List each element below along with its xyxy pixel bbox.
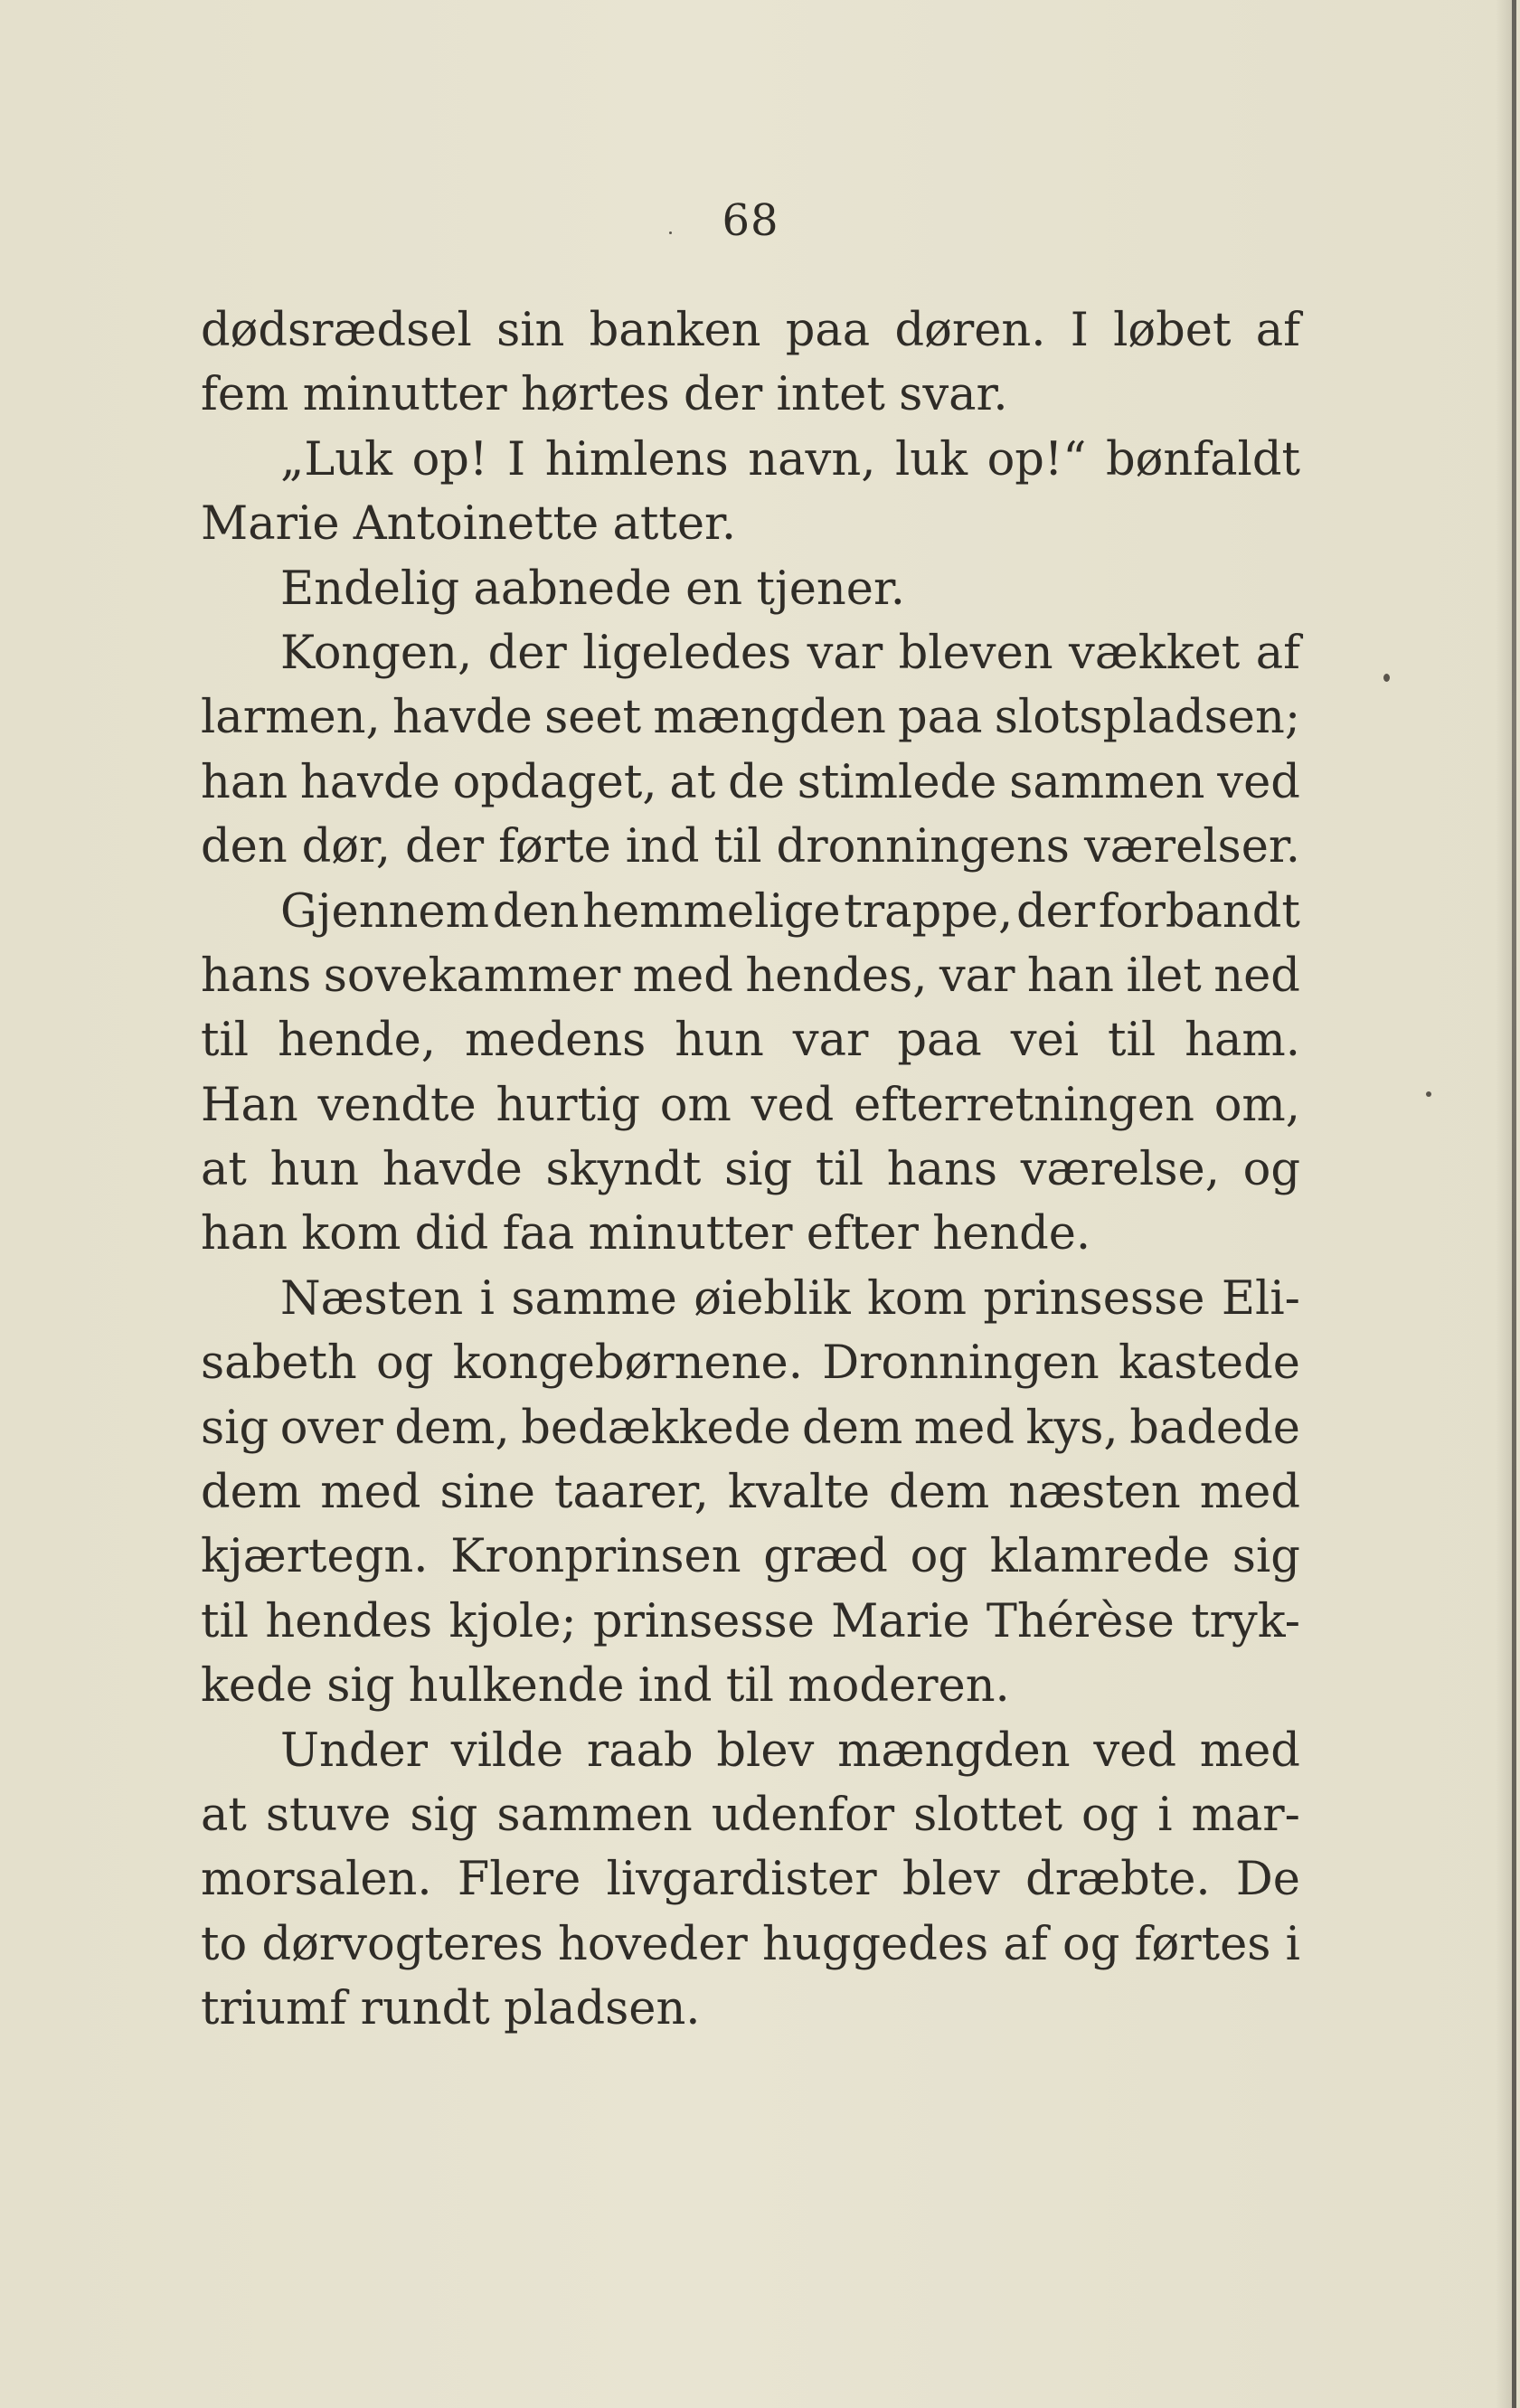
word: sabeth [201,1336,357,1391]
word: dræbte. [1025,1853,1211,1907]
word: ved [751,1078,835,1132]
word: bedækkede [521,1401,791,1455]
word: øieblik [694,1271,851,1326]
word: blev [716,1723,815,1778]
word: løbet [1113,304,1232,357]
word: hans [886,1143,998,1197]
word: var [807,626,883,680]
word: banken [589,304,761,357]
text-line [201,298,1300,363]
word: græd [763,1530,888,1584]
word: dronningens [776,820,1070,874]
word: svar. [899,368,1008,422]
text-line [201,621,1300,685]
word: Endelig [280,562,460,616]
body-text [201,298,1300,2042]
text-line [201,1267,1300,1331]
word: sammen [1009,755,1205,809]
page-number: 68 [722,195,779,246]
word: Antoinette [353,497,600,552]
word: dørvogteres [261,1917,543,1971]
word: badede [1129,1401,1300,1455]
word: der [1015,884,1096,939]
word: Kongen, [280,626,473,680]
word: pladsen. [504,1982,701,2036]
word: døren. [894,304,1046,357]
word: hende, [278,1014,436,1068]
word: med [1199,1723,1300,1778]
word: tryk- [1191,1594,1300,1648]
print-speck [1426,1091,1431,1097]
word: Gjennem [280,884,489,939]
word: slotspladsen; [994,691,1300,745]
word: var [792,1014,869,1068]
word: ham. [1185,1014,1300,1068]
word: sin [496,304,565,357]
word: og [1081,1788,1139,1842]
word: samme [511,1271,677,1326]
word: larmen, [201,691,381,745]
word: seet [544,691,642,745]
word: dør, [301,820,391,874]
word: vækket [1069,626,1241,680]
word: faa [502,1207,575,1261]
word: I [507,432,526,486]
word: paa [785,304,871,357]
word: der [404,820,485,874]
word: ved [1093,1723,1176,1778]
word: triumf [201,1982,347,2036]
text-line [201,815,1300,879]
word: hoveder [558,1917,748,1971]
word: kvalte [727,1466,871,1520]
word: efter [806,1207,919,1261]
word: prinsesse [592,1594,815,1648]
word: hendes, [745,949,928,1003]
word: ind [637,1659,713,1714]
word: kom [867,1271,967,1326]
word: Flere [457,1853,581,1907]
word: mængden [837,1723,1071,1778]
word: vei [1010,1014,1080,1068]
word: forbandt [1098,884,1300,939]
word: af [1255,304,1300,357]
word: førtes [1134,1917,1271,1971]
word: af [1255,626,1300,680]
word: ligeledes [582,626,792,680]
word: hun [269,1143,360,1197]
word: stimlede [797,755,997,809]
word: hendes [265,1594,433,1648]
word: ved [1217,755,1300,809]
word: minutter [588,1207,793,1261]
word: sig [326,1659,395,1714]
word: to [201,1917,248,1971]
word: did [414,1207,489,1261]
page-edge-line [1512,0,1516,2408]
word: han [201,755,288,809]
word: dem [201,1466,302,1520]
word: slottet [913,1788,1062,1842]
word: kede [201,1659,313,1714]
text-line [201,944,1300,1008]
word: Eli- [1221,1271,1300,1326]
text-line [201,1331,1300,1395]
word: skyndt [545,1143,702,1197]
text-line [201,1912,1300,1977]
word: mængden [653,691,886,745]
word: raab [586,1723,694,1778]
word: Han [201,1078,298,1132]
word: værelser. [1083,820,1300,874]
word: Kronprinsen [450,1530,741,1584]
word: han [1026,949,1115,1003]
text-line [201,1073,1300,1138]
word: Marie [831,1594,970,1648]
word: der [487,626,567,680]
word: paa [898,691,983,745]
word: at [201,1788,247,1842]
word: de [728,755,785,809]
word: Næsten [280,1271,464,1326]
word: mar- [1191,1788,1300,1842]
word: trappe, [844,884,1014,939]
word: hans [201,949,312,1003]
text-line [201,1460,1300,1525]
word: over [279,1401,383,1455]
word: De [1235,1853,1300,1907]
word: i [479,1271,495,1326]
print-speck [669,231,672,234]
word: ilet [1126,949,1202,1003]
word: atter. [612,497,737,552]
word: blev [902,1853,1000,1907]
word: kom [301,1207,401,1261]
text-line [201,1008,1300,1072]
word: en [685,562,743,616]
word: kjole; [448,1594,577,1648]
print-speck [1383,674,1390,682]
word: at [669,755,716,809]
word: huggedes [762,1917,989,1971]
word: kastede [1118,1336,1300,1391]
word: himlens [544,432,729,486]
word: han [201,1207,288,1261]
word: til [725,1659,774,1714]
word: livgardister [606,1853,877,1907]
word: ned [1213,949,1300,1003]
word: sig [724,1143,793,1197]
word: om [659,1078,732,1132]
word: hulkende [408,1659,625,1714]
word: af [1003,1917,1048,1971]
word: udenfor [711,1788,895,1842]
word: sig [201,1401,269,1455]
word: Thérèse [986,1594,1175,1648]
word: stuve [265,1788,392,1842]
word: bønfaldt [1106,432,1300,486]
word: Under [280,1723,429,1778]
word: hemmelige [582,884,841,939]
word: førte [498,820,611,874]
text-line [201,685,1300,750]
word: luk [894,432,968,486]
text-line [201,880,1300,944]
word: „Luk [280,432,393,486]
word: at [201,1143,247,1197]
text-line [201,751,1300,815]
word: rundt [360,1982,490,2036]
word: dødsrædsel [201,304,472,357]
word: med [632,949,733,1003]
text-line [201,1783,1300,1847]
word: med [1199,1466,1300,1520]
word: kjærtegn. [201,1530,429,1584]
word: kys, [1025,1401,1119,1455]
word: med [320,1466,421,1520]
word: til [815,1143,864,1197]
word: næsten [1008,1466,1181,1520]
text-line [201,557,1300,621]
text-line [201,428,1300,492]
page-edge-shadow [1496,0,1512,2408]
word: til [1108,1014,1157,1068]
word: op!“ [987,432,1087,486]
word: havde [392,691,533,745]
word: i [1285,1917,1300,1971]
word: dem, [394,1401,510,1455]
word: Dronningen [822,1336,1100,1391]
text-line [201,1525,1300,1589]
word: til [713,820,762,874]
text-line [201,1847,1300,1912]
word: dem [802,1401,903,1455]
word: om, [1213,1078,1300,1132]
word: intet [776,368,885,422]
word: morsalen. [201,1853,432,1907]
word: og [910,1530,968,1584]
word: hende. [932,1207,1091,1261]
word: sig [1232,1530,1300,1584]
word: værelse, [1020,1143,1220,1197]
word: havde [299,755,440,809]
word: og [376,1336,434,1391]
text-line [201,1202,1300,1266]
word: hun [675,1014,764,1068]
word: var [939,949,1015,1003]
word: navn, [748,432,876,486]
text-line [201,492,1300,556]
word: bleven [898,626,1053,680]
word: tjener. [756,562,905,616]
text-line [201,1654,1300,1718]
word: sammen [496,1788,693,1842]
word: fem [201,368,289,422]
word: kongebørnene. [452,1336,803,1391]
word: vilde [450,1723,564,1778]
word: paa [897,1014,982,1068]
word: Marie [201,497,340,552]
word: aabnede [473,562,672,616]
word: den [492,884,580,939]
text-line [201,1396,1300,1460]
word: og [1062,1917,1120,1971]
word: moderen. [788,1659,1010,1714]
word: hørtes [520,368,670,422]
word: I [1070,304,1089,357]
word: til [201,1014,250,1068]
text-line [201,1719,1300,1783]
word: ind [625,820,700,874]
word: medens [464,1014,647,1068]
word: i [1157,1788,1173,1842]
word: efterretningen [854,1078,1194,1132]
word: og [1242,1143,1300,1197]
word: den [201,820,288,874]
text-line [201,1590,1300,1654]
text-line [201,363,1300,427]
word: prinsesse [983,1271,1205,1326]
word: dem [889,1466,990,1520]
word: havde [382,1143,523,1197]
word: klamrede [989,1530,1211,1584]
text-line [201,1138,1300,1202]
word: til [201,1594,250,1648]
word: minutter [302,368,507,422]
word: sine [439,1466,535,1520]
word: der [684,368,763,422]
word: sig [410,1788,478,1842]
word: sovekammer [323,949,621,1003]
word: opdaget, [452,755,657,809]
word: taarer, [554,1466,709,1520]
word: hurtig [496,1078,640,1132]
word: med [913,1401,1015,1455]
word: vendte [317,1078,477,1132]
text-line [201,1977,1300,2041]
word: op! [411,432,488,486]
